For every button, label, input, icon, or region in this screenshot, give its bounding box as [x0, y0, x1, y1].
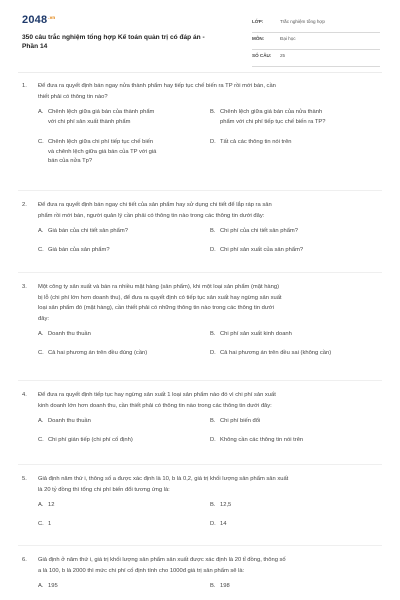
- option-text: [48, 501, 203, 511]
- question-text-line: Giả định năm thứ i, thông số a được xác định là 10, b là 0,2, giá trị khối lượng sản phẩm sản xuất: [38, 476, 289, 482]
- meta-label: MÔN:: [252, 36, 265, 41]
- option-text: [48, 108, 203, 127]
- question-text-line: Để đưa ra quyết định tiếp tục hay ngừng sản xuất 1 loại sản phẩm nào đó vì chi phí sản xuất: [38, 392, 276, 398]
- option-letter: C.: [38, 139, 44, 145]
- question-text-line: kinh doanh lớn hơn doanh thu, cần thiết phải có thông tin nào trong các thông tin dưới đây:: [38, 402, 272, 409]
- option-letter: A.: [38, 109, 44, 115]
- option-text-line: Chi phí sản xuất của sản phẩm?: [220, 247, 304, 253]
- meta-row-subject: [252, 33, 380, 50]
- option-text-line: Chi phí sản xuất kinh doanh: [220, 331, 292, 337]
- question-text-line: phẩm rồi mới bán, người quản lý cần phải có thông tin nào trong các thông tin dưới đây:: [38, 212, 265, 219]
- answer-option[interactable]: [210, 582, 375, 592]
- answer-option[interactable]: [38, 330, 203, 340]
- logo-suffix: .vn: [48, 14, 56, 20]
- page-title-line: Phần 14: [22, 43, 48, 50]
- option-text-line: Chênh lệch giữa giá bán của nửa thành: [220, 109, 323, 115]
- option-text: [220, 108, 375, 127]
- option-text-line: 12,5: [220, 502, 232, 508]
- question-divider: [18, 545, 382, 546]
- page-title: [22, 33, 237, 51]
- option-text-line: Cả hai phương án trên đều đúng (cần): [48, 350, 148, 356]
- option-text-line: 12: [48, 502, 55, 508]
- option-text: [220, 330, 375, 340]
- option-text: [48, 436, 203, 446]
- option-text: [48, 246, 203, 256]
- option-text-line: Không cần các thông tin nói trên: [220, 437, 304, 443]
- option-text-line: 195: [48, 583, 58, 589]
- answer-option[interactable]: [210, 349, 375, 359]
- option-text-line: phẩm với chi phí tiếp tục chế biến ra TP?: [220, 118, 326, 125]
- answer-option[interactable]: [38, 138, 203, 167]
- question-number: 3.: [22, 284, 27, 290]
- meta-label: SỐ CÂU:: [252, 53, 272, 58]
- option-text: [220, 501, 375, 511]
- question-text-line: Giả định ở năm thứ i, giá trị khối lượng sản phẩm sản xuất được xác định là 20 tỉ đồng, thông số: [38, 557, 286, 563]
- option-letter: A.: [38, 331, 44, 337]
- question-item: [22, 200, 380, 256]
- question-text-line: Để đưa ra quyết định bán ngay nửa thành phẩm hay tiếp tục chế biến ra TP rồi mới bán, cần: [38, 83, 276, 89]
- meta-value: Trắc nghiệm tổng hợp: [280, 19, 325, 24]
- question-divider: [18, 190, 382, 191]
- option-letter: B.: [210, 109, 216, 115]
- option-letter: B.: [210, 502, 216, 508]
- logo-text: 2048: [22, 14, 48, 26]
- answer-option[interactable]: [210, 108, 375, 127]
- answer-option[interactable]: [38, 582, 203, 592]
- option-letter: D.: [210, 521, 216, 527]
- option-text-line: Chênh lệch giữa giá bán của thành phẩm: [48, 109, 155, 115]
- option-letter: C.: [38, 521, 44, 527]
- answer-option[interactable]: [210, 501, 375, 511]
- question-divider: [18, 464, 382, 465]
- answer-option[interactable]: [38, 436, 203, 446]
- question-number: 1.: [22, 83, 27, 89]
- option-letter: B.: [210, 418, 216, 424]
- answer-option[interactable]: [210, 436, 375, 446]
- option-letter: A.: [38, 418, 44, 424]
- option-text: [220, 349, 375, 359]
- site-logo[interactable]: [22, 14, 55, 26]
- option-text: [48, 330, 203, 340]
- option-text-line: Giá bán của chi tiết sản phẩm?: [48, 228, 128, 234]
- option-letter: D.: [210, 350, 216, 356]
- question-text-line: a là 100, b là 2000 thì mức chi phí cố định tính cho 1000đ giá trị sản phẩm sẽ là:: [38, 567, 245, 574]
- question-text-line: đây:: [38, 315, 49, 322]
- meta-row-class: [252, 16, 380, 33]
- question-text: [22, 200, 380, 221]
- option-text-line: Doanh thu thuần: [48, 331, 91, 337]
- question-text-line: là 20 tỷ đồng thì tổng chi phí biến đổi tương ứng là:: [38, 486, 170, 493]
- answer-options: [22, 417, 380, 446]
- option-letter: B.: [210, 228, 216, 234]
- option-letter: A.: [38, 502, 44, 508]
- option-text-line: với chi phí sản xuất thành phẩm: [48, 118, 131, 125]
- question-text: [22, 390, 380, 411]
- meta-row-count: [252, 50, 380, 67]
- option-text: [48, 138, 203, 167]
- question-item: [22, 81, 380, 167]
- option-text-line: Doanh thu thuần: [48, 418, 91, 424]
- answer-option[interactable]: [210, 227, 375, 237]
- answer-option[interactable]: [210, 520, 375, 530]
- option-letter: A.: [38, 583, 44, 589]
- option-letter: C.: [38, 437, 44, 443]
- answer-options: [22, 501, 380, 530]
- header-divider: [18, 72, 382, 73]
- meta-table: [252, 16, 380, 67]
- answer-options: [22, 582, 380, 592]
- option-text: [220, 436, 375, 446]
- question-number: 4.: [22, 392, 27, 398]
- option-text: [220, 417, 375, 427]
- option-text-line: 14: [220, 521, 227, 527]
- option-text-line: Tất cả các thông tin nói trên: [220, 139, 292, 145]
- answer-option[interactable]: [38, 349, 203, 359]
- question-text: [22, 282, 380, 324]
- question-text: [22, 555, 380, 576]
- answer-option[interactable]: [210, 330, 375, 340]
- option-text-line: Chi phí gián tiếp (chi phí cố định): [48, 437, 133, 443]
- question-number: 6.: [22, 557, 27, 563]
- question-item: [22, 282, 380, 359]
- question-item: [22, 390, 380, 446]
- answer-option[interactable]: [38, 227, 203, 237]
- answer-option[interactable]: [38, 520, 203, 530]
- answer-options: [22, 108, 380, 167]
- option-text-line: và chênh lệch giữa giá bán của TP với giá: [48, 148, 157, 155]
- question-text-line: thiết phải có thông tin nào?: [38, 93, 108, 100]
- question-text-line: bị lỗ (chi phí lớn hơn doanh thu), để đưa ra quyết định có tiếp tục sản xuất hay ngừng sản xuất: [38, 294, 282, 301]
- question-text-line: Một công ty sản xuất và bán ra nhiều mặt hàng (sản phẩm), khi một loại sản phẩm (mặt hàng): [38, 284, 280, 290]
- option-text-line: Cả hai phương án trên đều sai (không cần): [220, 350, 332, 356]
- option-text-line: Chi phí của chi tiết sản phẩm?: [220, 228, 298, 234]
- option-text: [48, 417, 203, 427]
- document-header: [22, 14, 380, 66]
- answer-option[interactable]: [210, 417, 375, 427]
- option-letter: B.: [210, 583, 216, 589]
- meta-value: Đại học: [280, 36, 296, 41]
- answer-options: [22, 330, 380, 359]
- option-text: [48, 349, 203, 359]
- option-text: [48, 227, 203, 237]
- answer-option[interactable]: [38, 108, 203, 127]
- answer-options: [22, 227, 380, 256]
- meta-label: LỚP:: [252, 19, 264, 24]
- question-item: [22, 474, 380, 530]
- option-letter: A.: [38, 228, 44, 234]
- option-letter: D.: [210, 247, 216, 253]
- answer-option[interactable]: [38, 501, 203, 511]
- question-divider: [18, 380, 382, 381]
- option-text: [220, 582, 375, 592]
- answer-option[interactable]: [210, 138, 375, 148]
- option-letter: C.: [38, 350, 44, 356]
- answer-option[interactable]: [38, 417, 203, 427]
- question-text: [22, 474, 380, 495]
- option-letter: D.: [210, 139, 216, 145]
- option-text-line: 1: [48, 521, 52, 527]
- option-text-line: 198: [220, 583, 230, 589]
- option-text-line: Chênh lệch giữa chi phí tiếp tục chế biến: [48, 139, 154, 145]
- option-text-line: Giá bán của sản phẩm?: [48, 247, 110, 253]
- option-letter: D.: [210, 437, 216, 443]
- question-text-line: loại sản phẩm đó (mặt hàng), cần thiết phải có những thông tin nào trong các thông tin dưới: [38, 305, 274, 311]
- option-text: [220, 520, 375, 530]
- option-text: [48, 520, 203, 530]
- option-text: [220, 138, 375, 148]
- question-number: 2.: [22, 202, 27, 208]
- option-letter: C.: [38, 247, 44, 253]
- option-text: [220, 246, 375, 256]
- answer-option[interactable]: [210, 246, 375, 256]
- option-text: [220, 227, 375, 237]
- question-item: [22, 555, 380, 592]
- question-divider: [18, 272, 382, 273]
- question-text-line: Để đưa ra quyết định bán ngay chi tiết của sản phẩm hay sử dụng chi tiết để lắp ráp ra sản: [38, 202, 272, 208]
- option-letter: B.: [210, 331, 216, 337]
- question-text: [22, 81, 380, 102]
- page-title-line: 350 câu trắc nghiệm tổng hợp Kế toán quản trị có đáp án -: [22, 34, 205, 41]
- meta-value: 25: [280, 53, 286, 58]
- option-text-line: bán của nửa Tp?: [48, 158, 93, 164]
- option-text: [48, 582, 203, 592]
- question-number: 5.: [22, 476, 27, 482]
- answer-option[interactable]: [38, 246, 203, 256]
- option-text-line: Chi phí biến đổi: [220, 418, 261, 424]
